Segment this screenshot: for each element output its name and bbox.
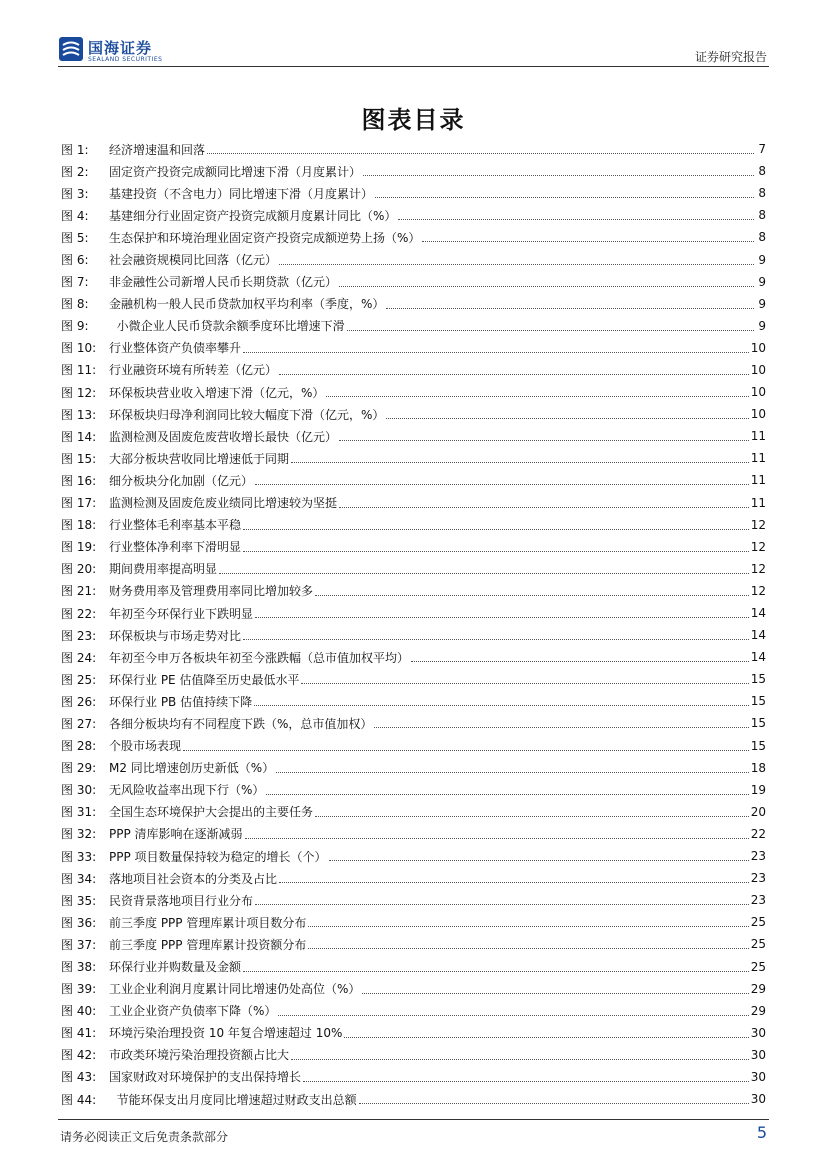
toc-entry-page[interactable]: 11 [750, 473, 766, 488]
toc-leader-dots [254, 696, 749, 706]
toc-entry-title[interactable]: 节能环保支出月度同比增速超过财政支出总额 [109, 1092, 357, 1107]
toc-entry[interactable] [61, 226, 766, 248]
toc-entry[interactable] [61, 757, 766, 779]
toc-leader-dots [278, 1006, 748, 1016]
toc-entry[interactable] [61, 204, 766, 226]
toc-leader-dots [362, 984, 748, 994]
toc-entry[interactable] [61, 801, 766, 823]
toc-leader-dots [339, 431, 749, 441]
toc-leader-dots [291, 453, 749, 463]
toc-entry[interactable] [61, 182, 766, 204]
toc-leader-dots [326, 387, 748, 397]
toc-entry-label: 图 26: [61, 694, 97, 709]
toc-entry-page[interactable]: 23 [750, 893, 766, 908]
toc-leader-dots [255, 895, 749, 905]
toc-entry-page[interactable]: 9 [758, 252, 766, 267]
toc-entry-page[interactable]: 8 [758, 186, 766, 201]
toc-entry-label: 图 21: [61, 584, 97, 599]
toc-entry[interactable] [61, 1000, 766, 1022]
toc-entry[interactable] [61, 823, 766, 845]
toc-entry[interactable] [61, 978, 766, 1000]
toc-entry-label: 图 24: [61, 650, 97, 665]
toc-entry-title[interactable]: PPP 项目数量保持较为稳定的增长（个） [109, 849, 327, 864]
toc-entry[interactable] [61, 779, 766, 801]
toc-entry[interactable] [61, 668, 766, 690]
toc-entry[interactable] [61, 492, 766, 514]
toc-entry-label: 图 8: [61, 297, 89, 312]
toc-leader-dots [243, 542, 749, 552]
toc-entry-page[interactable]: 30 [750, 1092, 766, 1107]
toc-entry-title[interactable]: M2 同比增速创历史新低（%） [109, 761, 275, 776]
toc-entry-label: 图 43: [61, 1070, 97, 1085]
toc-entry-title[interactable]: 非金融性公司新增人民币长期贷款（亿元） [109, 275, 338, 290]
toc-entry-title[interactable]: 民资背景落地项目行业分布 [109, 893, 254, 908]
toc-entry-label: 图 9: [61, 319, 89, 334]
toc-entry-title[interactable]: 小微企业人民币贷款余额季度环比增速下滑 [109, 319, 345, 334]
toc-entry-page[interactable]: 30 [750, 1047, 766, 1062]
toc-leader-dots [386, 299, 754, 309]
toc-entry-page[interactable]: 8 [758, 164, 766, 179]
toc-entry[interactable] [61, 337, 766, 359]
toc-entry-page[interactable]: 10 [750, 407, 766, 422]
toc-entry-label: 图 39: [61, 982, 97, 997]
toc-entry-page[interactable]: 30 [750, 1069, 766, 1084]
toc-entry-title[interactable]: 落地项目社会资本的分类及占比 [109, 871, 278, 886]
toc-leader-dots [339, 277, 754, 287]
toc-entry-label: 图 30: [61, 783, 97, 798]
toc-leader-dots [301, 674, 748, 684]
toc-entry[interactable] [61, 536, 766, 558]
toc-leader-dots [339, 498, 749, 508]
toc-leader-dots [329, 851, 749, 861]
toc-entry-page[interactable]: 15 [750, 672, 766, 687]
toc-leader-dots [308, 939, 748, 949]
toc-entry-title[interactable]: 各细分板块均有不同程度下跌（%，总市值加权） [109, 716, 373, 731]
toc-leader-dots [243, 962, 749, 972]
toc-entry-page[interactable]: 19 [750, 782, 766, 797]
toc-entry-title[interactable]: 市政类环境污染治理投资额占比大 [109, 1048, 290, 1063]
toc-entry[interactable] [61, 160, 766, 182]
toc-leader-dots [359, 1094, 749, 1104]
toc-entry-title[interactable]: 环保板块归母净利润同比较大幅度下滑（亿元，%） [109, 407, 385, 422]
footer-disclaimer: 请务必阅读正文后免责条款部分 [60, 1130, 229, 1144]
toc-entry[interactable] [61, 1066, 766, 1088]
toc-entry-title[interactable]: 行业整体净利率下滑明显 [109, 540, 242, 555]
toc-entry[interactable] [61, 580, 766, 602]
toc-entry-page[interactable]: 25 [750, 959, 766, 974]
toc-entry-page[interactable]: 9 [758, 274, 766, 289]
toc-leader-dots [279, 873, 749, 883]
toc-entry-title[interactable]: 年初至今环保行业下跌明显 [109, 606, 254, 621]
toc-entry-title[interactable]: 环保行业 PB 估值持续下降 [109, 694, 253, 709]
toc-entry-page[interactable]: 12 [750, 583, 766, 598]
toc-entry-label: 图 10: [61, 341, 97, 356]
toc-entry-label: 图 6: [61, 253, 89, 268]
toc-entry[interactable] [61, 1044, 766, 1066]
page-header [0, 0, 827, 70]
table-of-figures [61, 138, 766, 1110]
toc-entry[interactable] [61, 558, 766, 580]
toc-entry-page[interactable]: 29 [750, 981, 766, 996]
toc-entry-title[interactable]: 前三季度 PPP 管理库累计投资额分布 [109, 937, 307, 952]
toc-entry[interactable] [61, 425, 766, 447]
toc-entry[interactable] [61, 1022, 766, 1044]
toc-entry[interactable] [61, 624, 766, 646]
toc-entry[interactable] [61, 867, 766, 889]
toc-entry-page[interactable]: 29 [750, 1003, 766, 1018]
toc-entry[interactable] [61, 889, 766, 911]
toc-entry-label: 图 20: [61, 562, 97, 577]
toc-entry-title[interactable]: 基建细分行业固定资产投资完成额月度累计同比（%） [109, 208, 397, 223]
toc-entry-title[interactable]: 固定资产投资完成额同比增速下滑（月度累计） [109, 164, 362, 179]
toc-entry-label: 图 42: [61, 1048, 97, 1063]
toc-entry-page[interactable]: 18 [750, 760, 766, 775]
toc-entry-title[interactable]: 期间费用率提高明显 [109, 562, 218, 577]
toc-entry[interactable] [61, 911, 766, 933]
toc-entry-title[interactable]: 细分板块分化加剧（亿元） [109, 473, 254, 488]
toc-entry-title[interactable]: 行业整体毛利率基本平稳 [109, 518, 242, 533]
toc-entry[interactable] [61, 845, 766, 867]
toc-entry-title[interactable]: 个股市场表现 [109, 739, 182, 754]
toc-leader-dots [183, 741, 749, 751]
toc-entry-label: 图 29: [61, 761, 97, 776]
toc-leader-dots [375, 188, 754, 198]
toc-entry-label: 图 34: [61, 871, 97, 886]
toc-leader-dots [315, 586, 749, 596]
toc-leader-dots [243, 630, 749, 640]
toc-leader-dots [245, 829, 749, 839]
toc-entry-page[interactable]: 14 [750, 650, 766, 665]
toc-entry-page[interactable]: 10 [750, 385, 766, 400]
toc-entry[interactable] [61, 271, 766, 293]
toc-entry-title[interactable]: 行业融资环境有所转差（亿元） [109, 363, 278, 378]
toc-leader-dots [347, 321, 754, 331]
toc-entry-page[interactable]: 12 [750, 517, 766, 532]
toc-entry-label: 图 36: [61, 915, 97, 930]
toc-entry-page[interactable]: 15 [750, 738, 766, 753]
toc-entry-page[interactable]: 25 [750, 937, 766, 952]
toc-entry-label: 图 44: [61, 1092, 97, 1107]
toc-entry-title[interactable]: 社会融资规模同比回落（亿元） [109, 253, 278, 268]
toc-entry-title[interactable]: 年初至今申万各板块年初至今涨跌幅（总市值加权平均） [109, 650, 410, 665]
toc-entry-label: 图 41: [61, 1026, 97, 1041]
toc-entry-label: 图 16: [61, 473, 97, 488]
toc-entry-title[interactable]: 基建投资（不含电力）同比增速下滑（月度累计） [109, 186, 374, 201]
company-logo [58, 36, 198, 66]
toc-entry-title[interactable]: 工业企业资产负债率下降（%） [109, 1004, 277, 1019]
toc-entry-title[interactable]: 无风险收益率出现下行（%） [109, 783, 265, 798]
toc-entry-page[interactable]: 23 [750, 849, 766, 864]
toc-entry-page[interactable]: 11 [750, 429, 766, 444]
toc-entry-title[interactable]: 环保行业 PE 估值降至历史最低水平 [109, 672, 300, 687]
toc-entry-label: 图 13: [61, 407, 97, 422]
toc-entry-page[interactable]: 23 [750, 871, 766, 886]
toc-entry-page[interactable]: 10 [750, 362, 766, 377]
toc-entry-page[interactable]: 25 [750, 915, 766, 930]
toc-entry[interactable] [61, 1088, 766, 1110]
toc-entry-label: 图 27: [61, 716, 97, 731]
toc-entry-label: 图 33: [61, 849, 97, 864]
toc-leader-dots [308, 917, 748, 927]
toc-entry-title[interactable]: 环保行业并购数量及金额 [109, 960, 242, 975]
toc-entry-title[interactable]: PPP 清库影响在逐渐减弱 [109, 827, 243, 842]
toc-entry-title[interactable]: 大部分板块营收同比增速低于同期 [109, 451, 290, 466]
toc-entry-label: 图 18: [61, 518, 97, 533]
toc-entry-page[interactable]: 8 [758, 208, 766, 223]
toc-entry-label: 图 38: [61, 960, 97, 975]
toc-entry-page[interactable]: 8 [758, 230, 766, 245]
page-number: 5 [756, 1123, 767, 1142]
toc-entry-label: 图 25: [61, 672, 97, 687]
toc-leader-dots [386, 409, 748, 419]
toc-entry[interactable] [61, 315, 766, 337]
toc-leader-dots [398, 210, 754, 220]
toc-entry[interactable] [61, 381, 766, 403]
toc-entry-page[interactable]: 15 [750, 716, 766, 731]
toc-leader-dots [422, 232, 754, 242]
toc-entry[interactable] [61, 469, 766, 491]
brand-name-en: SEALAND SECURITIES [88, 56, 163, 63]
page-title: 图表目录 [361, 106, 466, 134]
toc-entry-label: 图 15: [61, 451, 97, 466]
toc-entry-label: 图 14: [61, 429, 97, 444]
toc-leader-dots [255, 608, 749, 618]
toc-entry[interactable] [61, 403, 766, 425]
toc-leader-dots [255, 475, 749, 485]
toc-entry[interactable] [61, 447, 766, 469]
toc-entry[interactable] [61, 248, 766, 270]
toc-entry-title[interactable]: 财务费用率及管理费用率同比增加较多 [109, 584, 314, 599]
toc-entry[interactable] [61, 514, 766, 536]
toc-leader-dots [279, 365, 749, 375]
toc-entry-label: 图 40: [61, 1004, 97, 1019]
toc-leader-dots [344, 1028, 748, 1038]
toc-entry[interactable] [61, 138, 766, 160]
toc-entry-label: 图 7: [61, 275, 89, 290]
toc-entry-title[interactable]: 行业整体资产负债率攀升 [109, 341, 242, 356]
sealand-logo-icon [58, 36, 84, 62]
toc-leader-dots [303, 1072, 749, 1082]
toc-entry-label: 图 4: [61, 208, 89, 223]
toc-entry[interactable] [61, 359, 766, 381]
toc-entry-title[interactable]: 经济增速温和回落 [109, 142, 206, 157]
toc-leader-dots [276, 763, 749, 773]
toc-entry-title[interactable]: 金融机构一般人民币贷款加权平均利率（季度，%） [109, 297, 385, 312]
toc-leader-dots [279, 255, 754, 265]
toc-entry[interactable] [61, 955, 766, 977]
toc-entry-title[interactable]: 环保板块与市场走势对比 [109, 628, 242, 643]
toc-entry-label: 图 32: [61, 827, 97, 842]
toc-entry-title[interactable]: 国家财政对环境保护的支出保持增长 [109, 1070, 302, 1085]
brand-name-cn: 国海证券 [88, 39, 153, 57]
toc-entry-title[interactable]: 环境污染治理投资 10 年复合增速超过 10% [109, 1026, 343, 1041]
toc-entry-label: 图 19: [61, 540, 97, 555]
toc-entry-label: 图 37: [61, 937, 97, 952]
toc-entry-page[interactable]: 12 [750, 561, 766, 576]
toc-entry-title[interactable]: 监测检测及固废危废业绩同比增速较为坚挺 [109, 496, 338, 511]
toc-entry-page[interactable]: 10 [750, 340, 766, 355]
toc-entry[interactable] [61, 735, 766, 757]
toc-entry-label: 图 22: [61, 606, 97, 621]
toc-entry-label: 图 35: [61, 893, 97, 908]
toc-entry-page[interactable]: 15 [750, 694, 766, 709]
toc-entry-title[interactable]: 环保板块营业收入增速下滑（亿元，%） [109, 385, 325, 400]
toc-entry-page[interactable]: 9 [758, 318, 766, 333]
toc-entry-page[interactable]: 22 [750, 826, 766, 841]
toc-entry-page[interactable]: 7 [758, 142, 766, 157]
toc-leader-dots [266, 785, 748, 795]
toc-entry-label: 图 11: [61, 363, 97, 378]
toc-entry[interactable] [61, 933, 766, 955]
toc-entry-page[interactable]: 14 [750, 606, 766, 621]
toc-entry[interactable] [61, 646, 766, 668]
toc-leader-dots [374, 718, 748, 728]
toc-entry[interactable] [61, 602, 766, 624]
toc-entry-page[interactable]: 11 [750, 451, 766, 466]
header-divider [58, 66, 769, 67]
toc-leader-dots [291, 1050, 749, 1060]
toc-leader-dots [363, 166, 754, 176]
toc-entry-title[interactable]: 全国生态环境保护大会提出的主要任务 [109, 805, 314, 820]
toc-entry[interactable] [61, 690, 766, 712]
toc-entry-page[interactable]: 9 [758, 296, 766, 311]
toc-entry-page[interactable]: 14 [750, 628, 766, 643]
toc-entry-page[interactable]: 12 [750, 539, 766, 554]
toc-entry-page[interactable]: 30 [750, 1025, 766, 1040]
toc-entry-label: 图 28: [61, 739, 97, 754]
toc-entry-title[interactable]: 监测检测及固废危废营收增长最快（亿元） [109, 429, 338, 444]
toc-entry-label: 图 2: [61, 164, 89, 179]
toc-entry-title[interactable]: 生态保护和环境治理业固定资产投资完成额逆势上扬（%） [109, 230, 421, 245]
toc-entry-label: 图 5: [61, 230, 89, 245]
toc-leader-dots [243, 520, 749, 530]
report-type: 证券研究报告 [694, 50, 767, 64]
toc-leader-dots [315, 807, 749, 817]
toc-leader-dots [243, 343, 749, 353]
toc-entry-page[interactable]: 11 [750, 495, 766, 510]
footer-divider [58, 1119, 769, 1120]
toc-leader-dots [411, 652, 749, 662]
toc-entry-page[interactable]: 20 [750, 804, 766, 819]
toc-entry[interactable] [61, 293, 766, 315]
toc-entry-label: 图 1: [61, 142, 89, 157]
toc-entry-label: 图 12: [61, 385, 97, 400]
toc-leader-dots [219, 564, 749, 574]
toc-entry-label: 图 17: [61, 496, 97, 511]
toc-leader-dots [207, 144, 754, 154]
toc-entry-label: 图 23: [61, 628, 97, 643]
toc-entry-title[interactable]: 前三季度 PPP 管理库累计项目数分布 [109, 915, 307, 930]
toc-entry-label: 图 31: [61, 805, 97, 820]
toc-entry-label: 图 3: [61, 186, 89, 201]
toc-entry-title[interactable]: 工业企业利润月度累计同比增速仍处高位（%） [109, 982, 361, 997]
toc-entry[interactable] [61, 712, 766, 734]
